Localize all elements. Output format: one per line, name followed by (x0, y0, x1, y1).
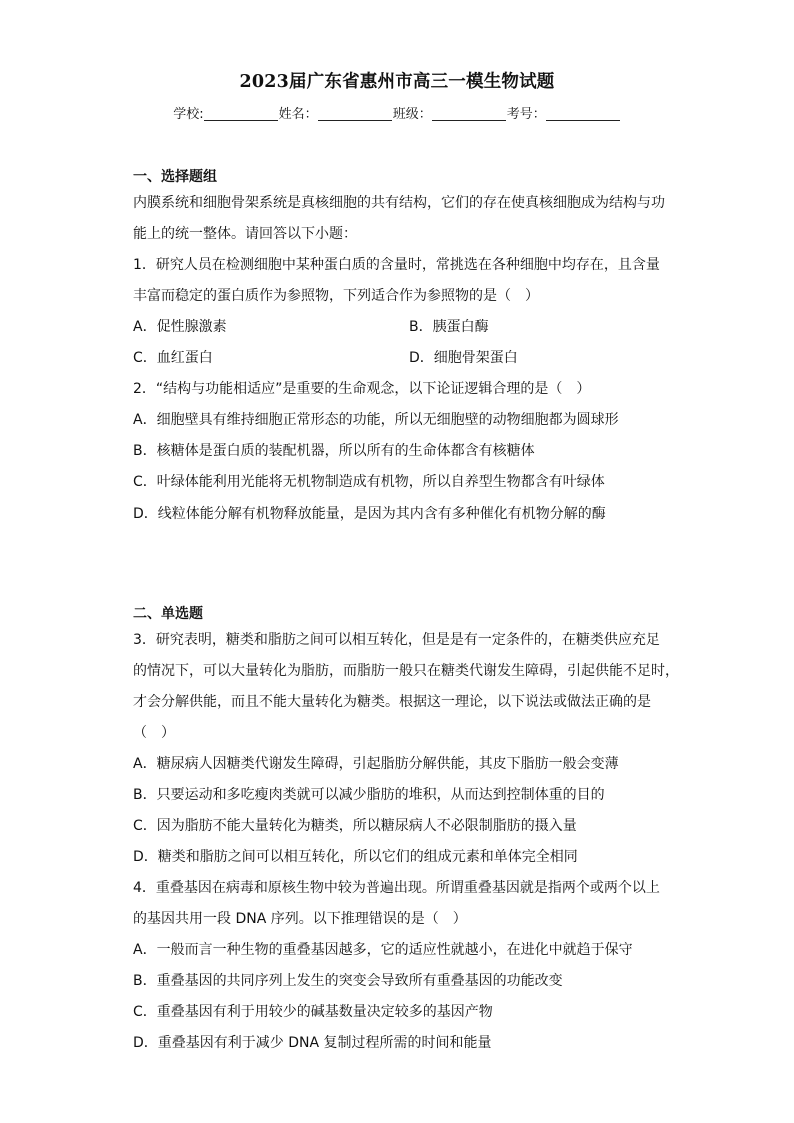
q2-option-d: D．线粒体能分解有机物释放能量，是因为其内含有多种催化有机物分解的酶 (133, 506, 606, 522)
section-1-intro-line-2: 能上的统一整体。请回答以下小题： (133, 226, 357, 242)
name-blank (318, 106, 392, 121)
q4-stem-line-2: 的基因共用一段 DNA 序列。以下推理错误的是（ ） (133, 911, 467, 927)
student-info-line (0, 103, 794, 122)
school-label: 学校: (173, 107, 204, 122)
exam-number-blank (546, 106, 620, 121)
q4-option-a: A．一般而言一种生物的重叠基因越多，它的适应性就越小，在进化中就趋于保守 (133, 942, 633, 958)
q1-stem-line-2: 丰富而稳定的蛋白质作为参照物，下列适合作为参照物的是（ ） (133, 288, 539, 304)
name-label: 姓名： (278, 107, 318, 122)
q4-option-d: D．重叠基因有利于减少 DNA 复制过程所需的时间和能量 (133, 1035, 492, 1051)
q1-option-b: B．胰蛋白酶 (409, 319, 489, 335)
class-label: 班级： (392, 107, 432, 122)
q2-option-b: B．核糖体是蛋白质的装配机器，所以所有的生命体都含有核糖体 (133, 443, 535, 459)
section-1-intro-line-1: 内膜系统和细胞骨架系统是真核细胞的共有结构，它们的存在使真核细胞成为结构与功 (133, 195, 665, 211)
exam-number-label: 考号： (506, 107, 546, 122)
q3-option-a: A．糖尿病人因糖类代谢发生障碍，引起脂肪分解供能，其皮下脂肪一般会变薄 (133, 756, 619, 772)
q3-option-c: C．因为脂肪不能大量转化为糖类，所以糖尿病人不必限制脂肪的摄入量 (133, 818, 577, 834)
class-blank (432, 106, 506, 121)
q2-option-c: C．叶绿体能利用光能将无机物制造成有机物，所以自养型生物都含有叶绿体 (133, 474, 605, 490)
q2-stem: 2．“结构与功能相适应”是重要的生命观念，以下论证逻辑合理的是（ ） (133, 381, 591, 397)
section-1-heading: 一、选择题组 (133, 169, 217, 185)
q4-option-c: C．重叠基因有利于用较少的碱基数量决定较多的基因产物 (133, 1004, 493, 1020)
section-2-heading: 二、单选题 (133, 606, 203, 622)
q3-option-b: B．只要运动和多吃瘦肉类就可以减少脂肪的堆积，从而达到控制体重的目的 (133, 787, 605, 803)
q3-option-d: D．糖类和脂肪之间可以相互转化，所以它们的组成元素和单体完全相同 (133, 849, 578, 865)
q1-option-d: D．细胞骨架蛋白 (409, 350, 518, 366)
q2-option-a: A．细胞壁具有维持细胞正常形态的功能，所以无细胞壁的动物细胞都为圆球形 (133, 412, 619, 428)
q3-stem-line-2: 的情况下，可以大量转化为脂肪，而脂肪一般只在糖类代谢发生障碍，引起供能不足时， (133, 663, 679, 679)
q1-option-c: C．血红蛋白 (133, 350, 213, 366)
page-title: 2023届广东省惠州市高三一模生物试题 (239, 72, 555, 92)
q3-stem-line-4: （ ） (133, 725, 175, 741)
q4-option-b: B．重叠基因的共同序列上发生的突变会导致所有重叠基因的功能改变 (133, 973, 563, 989)
q1-stem-line-1: 1．研究人员在检测细胞中某种蛋白质的含量时，常挑选在各种细胞中均存在，且含量 (133, 257, 660, 273)
q3-stem-line-3: 才会分解供能，而且不能大量转化为糖类。根据这一理论，以下说法或做法正确的是 (133, 694, 651, 710)
q1-option-a: A．促性腺激素 (133, 319, 227, 335)
q3-stem-line-1: 3．研究表明，糖类和脂肪之间可以相互转化，但是是有一定条件的，在糖类供应充足 (133, 632, 660, 648)
q4-stem-line-1: 4．重叠基因在病毒和原核生物中较为普遍出现。所谓重叠基因就是指两个或两个以上 (133, 880, 660, 896)
school-blank (204, 106, 278, 121)
